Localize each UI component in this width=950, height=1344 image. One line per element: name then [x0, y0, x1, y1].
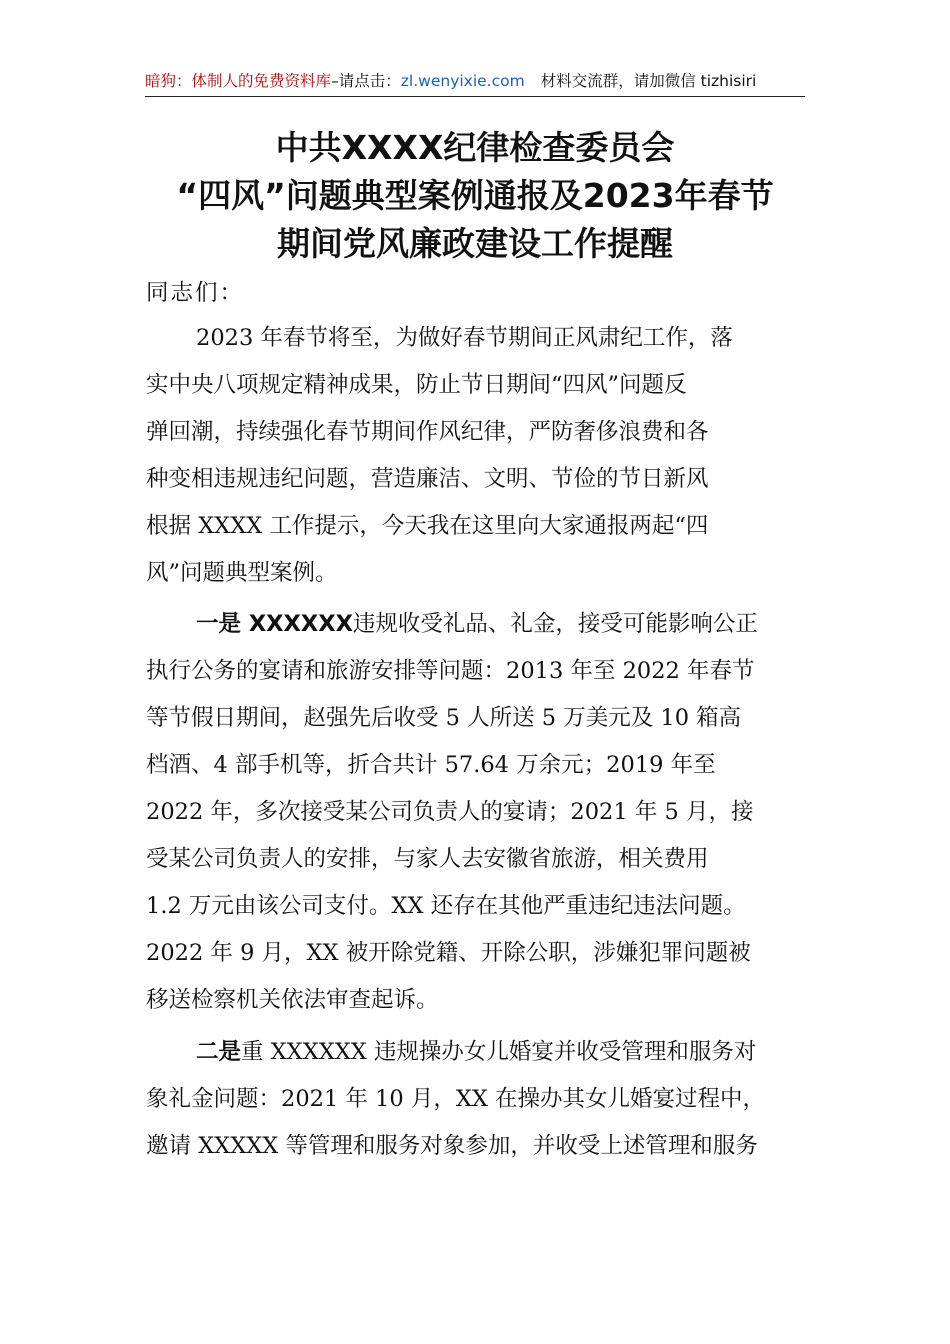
- document-header: [145, 70, 805, 97]
- paragraph-3-first-line: [196, 1036, 756, 1068]
- paragraph-1-line: 根据 XXXX 工作提示，今天我在这里向大家通报两起“四: [146, 513, 709, 539]
- paragraph-2-line: 执行公务的宴请和旅游安排等问题：2013 年至 2022 年春节: [146, 658, 755, 684]
- paragraph-1-line: 2023 年春节将至，为做好春节期间正风肃纪工作，落: [196, 325, 733, 351]
- paragraph-2-line: 受某公司负责人的安排，与家人去安徽省旅游，相关费用: [146, 846, 709, 872]
- paragraph-2-line: 2022 年，多次接受某公司负责人的宴请；2021 年 5 月，接: [146, 799, 754, 825]
- paragraph-1-line: 种变相违规违纪问题，营造廉洁、文明、节俭的节日新风: [146, 466, 709, 492]
- title-line-1: 中共XXXX纪律检查委员会: [275, 128, 675, 167]
- paragraph-2-line: 违规收受礼品、礼金，接受可能影响公正: [352, 611, 758, 637]
- paragraph-2-line: 移送检察机关依法审查起诉。: [146, 987, 439, 1013]
- paragraph-2-first-line: [196, 608, 758, 640]
- promo-click-label: –请点击：: [331, 72, 401, 90]
- paragraph-2-line: 档酒、4 部手机等，折合共计 57.64 万余元；2019 年至: [146, 752, 716, 778]
- promo-site-link[interactable]: 暗狗：体制人的免费资料库: [145, 72, 332, 90]
- greeting: 同志们：: [146, 280, 245, 306]
- promo-url-link[interactable]: zl.wenyixie.com: [400, 72, 525, 90]
- paragraph-3-line: 重 XXXXXX 违规操办女儿婚宴并收受管理和服务对: [241, 1039, 757, 1065]
- paragraph-3-line: 象礼金问题：2021 年 10 月，XX 在操办其女儿婚宴过程中，: [146, 1086, 766, 1112]
- promo-wechat-text: 材料交流群，请加微信 tizhisiri: [540, 72, 757, 90]
- paragraph-3-lead: 二是: [196, 1039, 242, 1065]
- paragraph-2-lead: 一是 XXXXXX: [196, 611, 353, 637]
- paragraph-2-line: 等节假日期间，赵强先后收受 5 人所送 5 万美元及 10 箱高: [146, 705, 742, 731]
- title-line-2: “四风”问题典型案例通报及2023年春节: [176, 176, 774, 215]
- paragraph-1-line: 弹回潮，持续强化春节期间作风纪律，严防奢侈浪费和各: [146, 419, 709, 445]
- paragraph-1-line: 风”问题典型案例。: [146, 560, 338, 586]
- paragraph-3-line: 邀请 XXXXX 等管理和服务对象参加，并收受上述管理和服务: [146, 1133, 758, 1159]
- paragraph-2-line: 1.2 万元由该公司支付。XX 还存在其他严重违纪违法问题。: [146, 893, 746, 919]
- paragraph-1-line: 实中央八项规定精神成果，防止节日期间“四风”问题反: [146, 372, 687, 398]
- paragraph-2-line: 2022 年 9 月，XX 被开除党籍、开除公职，涉嫌犯罪问题被: [146, 940, 751, 966]
- title-line-3: 期间党风廉政建设工作提醒: [277, 224, 673, 263]
